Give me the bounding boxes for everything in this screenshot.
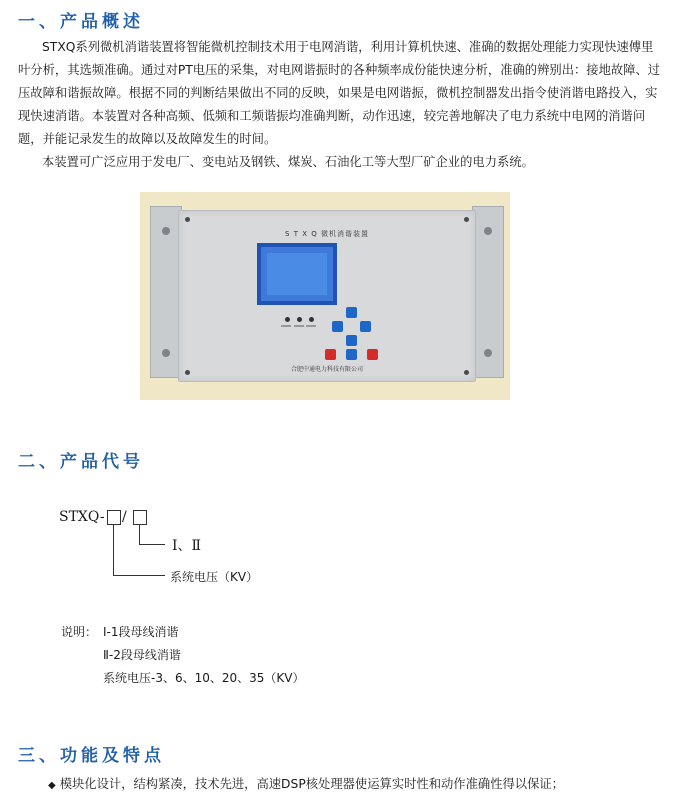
device-maker: 合肥中通电力科技有限公司 [290,366,363,373]
mounting-ear-right [472,206,504,378]
code-slash: / [122,509,127,525]
right-key [360,321,371,332]
option-label: Ⅰ、Ⅱ [172,538,202,554]
note-line-3: 系统电压-3、6、10、20、35（KV） [103,671,305,685]
enter-key [346,349,357,360]
note-line-1: Ⅰ-1段母线消谐 [103,625,179,639]
notes-intro: 说明： [61,625,98,639]
red-key-left [325,349,336,360]
code-voltage-box [107,510,121,525]
overview-paragraph: STXQ系列微机消谐装置将智能微机控制技术用于电网消谐，利用计算机快速、准确的数据处理能力实现快速傅里叶分析，其选频准确。通过对PT电压的采集，对电网谐振时的各种频率成份能快速分析，准确的辨别出：接地故障、过压故障和谐振故障。根据不同的判断结果做出不同的反映，如果是电网谐振，微机控制器发出指令使消谐电路投入，实现快速消谐。本装置对各种高频、低频和工频谐振均准确判断，动作迅速，较完善地解决了电力系统中电网的消谐问题，并能记录发生的故障以及故障发生的时间。 [18,40,661,146]
diamond-icon: ◆ [48,780,56,791]
feature-text: 模块化设计，结构紧凑，技术先进，高速DSP核处理器使运算实时性和动作准确性得以保证； [59,777,564,791]
down-key [346,335,357,346]
device-title: S T X Q 微机消谐装置 [285,230,369,238]
note-line-2: Ⅱ-2段母线消谐 [103,648,181,662]
application-paragraph: 本装置可广泛应用于发电厂、变电站及钢铁、煤炭、石油化工等大型厂矿企业的电力系统。 [42,155,534,169]
code-option-box [133,510,147,525]
up-key [346,307,357,318]
connector-line [139,544,165,545]
indicator-led [309,317,314,322]
feature-bullet [48,774,564,792]
connector-line [113,524,114,575]
lcd-screen [257,243,337,305]
indicator-led [297,317,302,322]
red-key-right [367,349,378,360]
device-photo [140,192,510,400]
connector-line [139,524,140,544]
indicator-led [285,317,290,322]
section-heading-overview: 一、产品概述 [18,12,144,32]
section-heading-features: 三、功能及特点 [18,746,165,766]
section-heading-product-code: 二、产品代号 [18,452,144,472]
device-front-panel [178,210,476,382]
voltage-label: 系统电压（KV） [170,570,259,584]
code-prefix: STXQ- [59,509,105,525]
connector-line [113,575,165,576]
